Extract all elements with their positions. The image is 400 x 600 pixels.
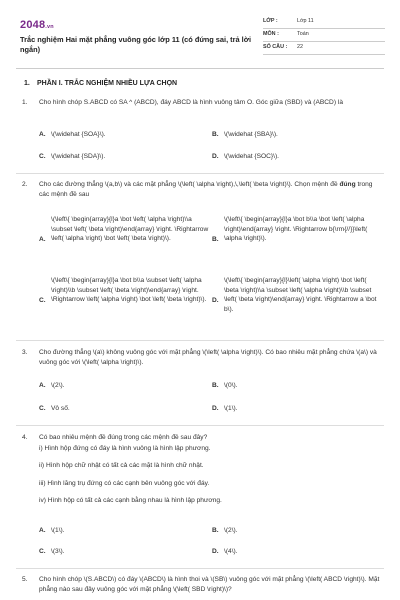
meta-row-class (263, 16, 385, 29)
option-a[interactable] (39, 526, 209, 536)
meta-key: LỚP : (263, 18, 278, 25)
section-heading: PHẦN I. TRẮC NGHIỆM NHIỀU LỰA CHỌN (37, 80, 178, 87)
option-c[interactable] (39, 152, 209, 162)
option-text: \(3\). (51, 548, 65, 555)
option-text: \(1\). (224, 405, 238, 412)
option-text: \(\left\{ \begin{array}{l}a \bot \left( \alpha \right)\\a \subset \left( \beta \right)\end{array} \right. \Rightarrow \left( \alpha \right) \bot \left( \beta \right)\). (51, 216, 209, 243)
logo-main: 2048 (20, 19, 46, 31)
option-text: \(\widehat {SOA}\). (51, 131, 106, 138)
option-c[interactable] (39, 276, 209, 326)
option-text: \(\left\{ \begin{array}{l}a \bot b\\a \bot \left( \alpha \right)\end{array} \right. \Rightarrow b{\rm{//}}\left( \alpha \right)\). (224, 216, 368, 243)
option-text: Vô số. (51, 405, 70, 412)
question-5 (16, 575, 384, 594)
question-2 (16, 180, 384, 199)
option-text: \(4\). (224, 548, 238, 555)
question-1 (16, 98, 384, 108)
question-3 (16, 348, 384, 367)
question-text: Cho đường thẳng \(a\) không vuông góc với mặt phẳng \(\left( \alpha \right)\). Có bao nhiêu mặt phẳng chứa \(a\) và vuông góc với \(\left( \alpha \right)\). (39, 349, 377, 366)
header-divider (16, 68, 384, 69)
meta-value: 22 (297, 44, 303, 51)
option-b[interactable] (212, 130, 382, 140)
section-title (16, 79, 384, 89)
option-label: A. (39, 236, 46, 244)
meta-key: MÔN : (263, 31, 279, 38)
statement-iv: iv) Hình hộp có tất cả các cạnh bằng nhau là hình lập phương. (39, 497, 222, 505)
option-label: A. (39, 527, 46, 534)
option-label: C. (39, 153, 46, 160)
option-label: A. (39, 382, 46, 389)
option-text: \(1\). (51, 527, 65, 534)
question-text: Có bao nhiêu mệnh đề đúng trong các mệnh đề sau đây? (39, 434, 208, 441)
option-d[interactable] (212, 404, 382, 414)
option-a[interactable] (39, 215, 209, 265)
question-4 (16, 433, 384, 506)
question-divider (16, 568, 384, 569)
option-label: B. (212, 236, 219, 244)
question-text: Cho hình chóp S.ABCD có SA ^ (ABCD), đáy ABCD là hình vuông tâm O. Góc giữa (SBD) và (ABCD) là (39, 99, 343, 106)
statement-iii: iii) Hình lăng trụ đứng có các cạnh bên vuông góc với đáy. (39, 479, 210, 487)
question-text (39, 180, 384, 199)
option-label: D. (212, 153, 219, 160)
option-text: \(\left\{ \begin{array}{l}\left( \alpha \right) \bot \left( \beta \right)\\a \subset \left( \alpha \right)\\b \subset \left( \beta \right)\end{array} \right. \Rightarrow a \bot b\). (224, 277, 377, 313)
option-label: D. (212, 297, 219, 305)
site-logo[interactable] (20, 18, 54, 34)
option-b[interactable] (212, 526, 382, 536)
option-label: D. (212, 405, 219, 412)
option-b[interactable] (212, 215, 382, 265)
question-divider (16, 425, 384, 426)
question-text: Cho hình chóp \(S.ABCD\) có đáy \(ABCD\) là hình thoi và \(SB\) vuông góc với mặt phẳng \(\left( ABCD \right)\). Mặt phẳng nào sau đây vuông góc với mặt phẳng \(\left( SBD \right)\)? (39, 576, 380, 593)
meta-key: SỐ CÂU : (263, 44, 288, 51)
meta-value: Lớp 11 (297, 18, 314, 25)
question-text-part: trong các mệnh đề sau (39, 181, 373, 198)
meta-value: Toán (297, 31, 309, 38)
option-text: \(0\). (224, 382, 238, 389)
logo-sub: .vn (45, 24, 54, 30)
option-text: \(\widehat {SBA}\). (224, 131, 278, 138)
option-text: \(2\). (224, 527, 238, 534)
option-label: B. (212, 382, 219, 389)
option-b[interactable] (212, 381, 382, 391)
option-a[interactable] (39, 130, 209, 140)
option-text: \(2\). (51, 382, 65, 389)
question-divider (16, 173, 384, 174)
statement-ii: ii) Hình hộp chữ nhật có tất cả các mặt là hình chữ nhật. (39, 462, 204, 470)
option-d[interactable] (212, 152, 382, 162)
question-emphasis: đúng (339, 181, 356, 188)
option-label: D. (212, 548, 219, 555)
question-number: 1. (22, 99, 28, 106)
option-text: \(\widehat {SOC}\). (224, 153, 279, 160)
question-text-part: Cho các đường thẳng \(a,b\) và các mặt phẳng \(\left( \alpha \right),\,\left( \beta \right)\). Chọn mệnh đề (39, 181, 340, 188)
option-text: \(\widehat {SDA}\). (51, 153, 106, 160)
option-label: B. (212, 131, 219, 138)
option-text: \(\left\{ \begin{array}{l}a \bot b\\a \subset \left( \alpha \right)\\b \subset \left( \beta \right)\end{array} \right. \Rightarrow \left( \alpha \right) \bot \left( \beta \right)\). (51, 277, 207, 304)
option-label: C. (39, 548, 46, 555)
document-title: Trắc nghiệm Hai mặt phẳng vuông góc lớp 11 (có đứng sai, trả lời ngắn) (20, 35, 252, 54)
option-d[interactable] (212, 547, 382, 557)
section-number: 1. (24, 80, 30, 87)
option-c[interactable] (39, 547, 209, 557)
question-number: 5. (22, 576, 28, 583)
question-number: 4. (22, 434, 28, 441)
option-label: B. (212, 527, 219, 534)
option-label: C. (39, 405, 46, 412)
meta-row-count (263, 42, 385, 55)
option-d[interactable] (212, 276, 382, 326)
question-number: 2. (22, 181, 28, 188)
statement-i: i) Hình hộp đứng có đáy là hình vuông là hình lập phương. (39, 444, 211, 452)
option-c[interactable] (39, 404, 209, 414)
question-number: 3. (22, 349, 28, 356)
meta-table (263, 16, 385, 55)
meta-row-subject (263, 29, 385, 42)
question-divider (16, 340, 384, 341)
option-label: C. (39, 297, 46, 305)
document-header (16, 8, 384, 64)
option-label: A. (39, 131, 46, 138)
option-a[interactable] (39, 381, 209, 391)
